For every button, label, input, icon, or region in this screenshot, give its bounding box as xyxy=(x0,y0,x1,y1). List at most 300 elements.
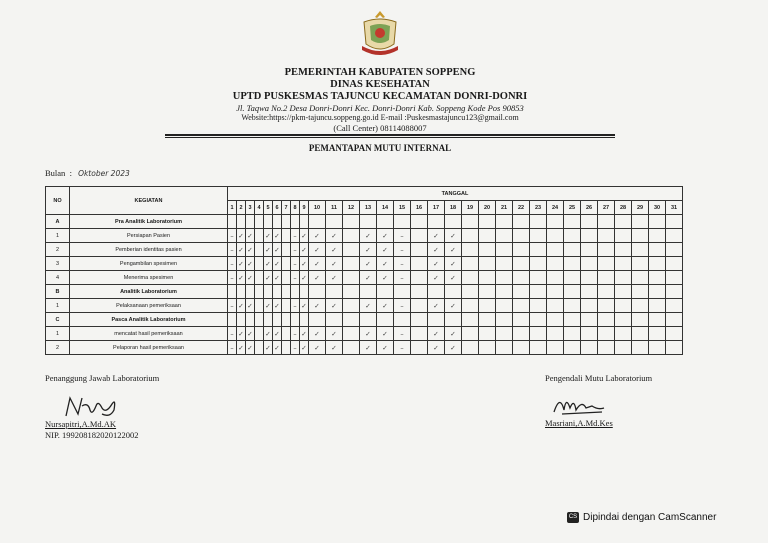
header-divider-thin xyxy=(165,137,615,138)
day-cell: ✓ xyxy=(309,243,326,257)
day-cell xyxy=(462,299,479,313)
day-cell xyxy=(326,313,343,327)
day-cell xyxy=(649,285,666,299)
day-cell xyxy=(255,215,264,229)
day-cell: ✓ xyxy=(445,257,462,271)
day-cell xyxy=(496,341,513,355)
day-cell xyxy=(581,313,598,327)
day-cell xyxy=(513,327,530,341)
month-field xyxy=(45,168,130,178)
day-cell: ✓ xyxy=(428,327,445,341)
day-cell xyxy=(282,327,291,341)
table-row xyxy=(46,327,683,341)
day-cell xyxy=(479,327,496,341)
day-cell xyxy=(479,271,496,285)
camscanner-watermark xyxy=(567,512,716,523)
day-cell xyxy=(513,229,530,243)
day-cell xyxy=(445,313,462,327)
section-row xyxy=(46,313,683,327)
day-header-4: 4 xyxy=(255,201,264,215)
day-cell: ✓ xyxy=(273,257,282,271)
table-row xyxy=(46,341,683,355)
day-cell xyxy=(666,257,683,271)
camscanner-text: Dipindai dengan CamScanner xyxy=(583,512,717,524)
day-cell: ✓ xyxy=(377,327,394,341)
day-cell: ✓ xyxy=(300,243,309,257)
day-cell xyxy=(564,341,581,355)
row-number: 4 xyxy=(46,271,70,285)
day-cell: ✓ xyxy=(273,271,282,285)
day-cell xyxy=(237,313,246,327)
day-cell: ✓ xyxy=(309,327,326,341)
day-cell: ✓ xyxy=(377,229,394,243)
day-cell xyxy=(255,327,264,341)
day-cell xyxy=(462,215,479,229)
day-cell xyxy=(615,271,632,285)
day-cell: ✓ xyxy=(246,271,255,285)
regency-emblem-logo xyxy=(356,8,404,60)
activity-label: mencatat hasil pemeriksaan xyxy=(70,327,228,341)
day-cell: ✓ xyxy=(326,243,343,257)
day-header-20: 20 xyxy=(479,201,496,215)
day-cell: ✓ xyxy=(237,257,246,271)
day-cell xyxy=(273,285,282,299)
day-cell xyxy=(343,215,360,229)
day-cell: – xyxy=(394,327,411,341)
day-cell xyxy=(411,341,428,355)
day-cell xyxy=(598,215,615,229)
day-cell xyxy=(309,285,326,299)
day-cell xyxy=(649,229,666,243)
day-cell xyxy=(273,215,282,229)
day-cell xyxy=(513,257,530,271)
day-cell xyxy=(282,299,291,313)
day-cell: ✓ xyxy=(428,341,445,355)
day-cell: – xyxy=(394,299,411,313)
day-cell xyxy=(273,313,282,327)
day-cell xyxy=(547,313,564,327)
day-cell xyxy=(462,229,479,243)
table-header-row xyxy=(46,187,683,201)
day-cell xyxy=(530,243,547,257)
day-header-19: 19 xyxy=(462,201,479,215)
day-cell: ✓ xyxy=(237,327,246,341)
day-cell: ✓ xyxy=(377,341,394,355)
day-cell xyxy=(632,327,649,341)
day-header-17: 17 xyxy=(428,201,445,215)
day-cell xyxy=(666,271,683,285)
day-cell xyxy=(615,257,632,271)
day-cell: ✓ xyxy=(428,299,445,313)
day-cell xyxy=(649,271,666,285)
day-cell xyxy=(547,229,564,243)
day-cell: – xyxy=(228,271,237,285)
month-separator: : xyxy=(69,168,72,178)
activity-label: Pemberian identitas pasien xyxy=(70,243,228,257)
day-cell: ✓ xyxy=(309,257,326,271)
section-row xyxy=(46,285,683,299)
right-signature-icon xyxy=(552,390,612,418)
day-cell xyxy=(411,257,428,271)
day-cell xyxy=(496,229,513,243)
day-header-16: 16 xyxy=(411,201,428,215)
day-cell: – xyxy=(228,257,237,271)
day-cell: ✓ xyxy=(264,327,273,341)
day-cell xyxy=(598,285,615,299)
day-cell: ✓ xyxy=(264,243,273,257)
day-cell xyxy=(255,341,264,355)
day-cell xyxy=(343,299,360,313)
day-cell xyxy=(530,313,547,327)
day-cell: ✓ xyxy=(326,257,343,271)
day-cell: – xyxy=(394,271,411,285)
day-cell xyxy=(479,299,496,313)
right-signer-name: Masriani,A.Md.Kes xyxy=(545,418,613,428)
day-cell xyxy=(411,243,428,257)
left-signer-name: Nursapitri,A.Md.AK xyxy=(45,419,117,429)
day-cell: ✓ xyxy=(445,327,462,341)
day-cell: ✓ xyxy=(309,229,326,243)
day-cell xyxy=(309,215,326,229)
header-address: Jl. Taqwa No.2 Desa Donri-Donri Kec. Donri-Donri Kab. Soppeng Kode Pos 90853 xyxy=(236,103,524,113)
section-label: Pra Analitik Laboratorium xyxy=(70,215,228,229)
day-cell xyxy=(255,271,264,285)
day-cell xyxy=(598,229,615,243)
day-cell: ✓ xyxy=(264,271,273,285)
day-header-15: 15 xyxy=(394,201,411,215)
day-cell xyxy=(530,215,547,229)
day-cell xyxy=(547,243,564,257)
header-website: Website:https://pkm-tajuncu.soppeng.go.id E-mail :Puskesmastajuncu123@gmail.com xyxy=(241,113,519,122)
day-cell: ✓ xyxy=(326,299,343,313)
day-cell: ✓ xyxy=(237,229,246,243)
day-cell xyxy=(564,299,581,313)
day-cell: ✓ xyxy=(326,229,343,243)
day-cell xyxy=(530,285,547,299)
day-cell xyxy=(343,257,360,271)
table-row xyxy=(46,229,683,243)
month-label: Bulan xyxy=(45,168,66,178)
day-header-9: 9 xyxy=(300,201,309,215)
row-number: 3 xyxy=(46,257,70,271)
day-cell xyxy=(300,285,309,299)
day-cell xyxy=(649,327,666,341)
day-cell: ✓ xyxy=(326,271,343,285)
table-row xyxy=(46,271,683,285)
day-cell: ✓ xyxy=(300,257,309,271)
day-header-31: 31 xyxy=(666,201,683,215)
day-cell xyxy=(581,257,598,271)
left-signature-icon xyxy=(62,392,122,422)
day-cell xyxy=(462,285,479,299)
day-cell xyxy=(530,327,547,341)
day-cell xyxy=(598,257,615,271)
day-cell xyxy=(411,285,428,299)
day-cell xyxy=(581,243,598,257)
day-cell xyxy=(666,243,683,257)
day-cell xyxy=(343,229,360,243)
day-cell xyxy=(513,271,530,285)
table-row xyxy=(46,243,683,257)
day-cell xyxy=(255,299,264,313)
day-cell xyxy=(649,341,666,355)
day-cell: ✓ xyxy=(377,271,394,285)
day-cell xyxy=(237,215,246,229)
day-cell xyxy=(666,229,683,243)
day-cell xyxy=(598,243,615,257)
day-header-1: 1 xyxy=(228,201,237,215)
day-cell xyxy=(564,327,581,341)
day-cell: – xyxy=(228,299,237,313)
activity-label: Pelaksanaan pemeriksaan xyxy=(70,299,228,313)
day-cell xyxy=(326,285,343,299)
header-callcenter: (Call Center) 08114088007 xyxy=(333,123,427,133)
day-cell xyxy=(411,229,428,243)
day-header-23: 23 xyxy=(530,201,547,215)
row-number: A xyxy=(46,215,70,229)
day-cell xyxy=(282,229,291,243)
day-cell xyxy=(496,285,513,299)
day-cell xyxy=(462,257,479,271)
day-cell xyxy=(564,257,581,271)
day-cell: ✓ xyxy=(360,341,377,355)
day-header-26: 26 xyxy=(581,201,598,215)
day-cell xyxy=(246,285,255,299)
right-signer-role: Pengendali Mutu Laboratorium xyxy=(545,373,653,383)
day-cell xyxy=(581,327,598,341)
day-cell xyxy=(615,229,632,243)
day-cell: – xyxy=(291,229,300,243)
day-cell xyxy=(666,299,683,313)
day-cell: ✓ xyxy=(445,341,462,355)
day-cell xyxy=(581,229,598,243)
day-header-28: 28 xyxy=(615,201,632,215)
day-cell xyxy=(237,285,246,299)
day-cell xyxy=(632,341,649,355)
day-cell xyxy=(632,243,649,257)
day-header-12: 12 xyxy=(343,201,360,215)
day-cell: ✓ xyxy=(360,271,377,285)
section-label: Analitik Laboratorium xyxy=(70,285,228,299)
day-header-21: 21 xyxy=(496,201,513,215)
day-cell: ✓ xyxy=(445,299,462,313)
day-cell xyxy=(462,327,479,341)
document-title: PEMANTAPAN MUTU INTERNAL xyxy=(308,143,452,153)
day-cell: ✓ xyxy=(360,229,377,243)
day-cell xyxy=(513,285,530,299)
day-cell xyxy=(343,327,360,341)
day-cell xyxy=(581,285,598,299)
day-cell: ✓ xyxy=(377,257,394,271)
day-cell xyxy=(462,313,479,327)
day-cell xyxy=(462,341,479,355)
day-cell xyxy=(615,285,632,299)
month-value: Oktober 2023 xyxy=(78,169,130,178)
day-cell xyxy=(564,271,581,285)
day-cell: ✓ xyxy=(237,299,246,313)
day-cell: ✓ xyxy=(300,271,309,285)
day-cell xyxy=(615,299,632,313)
left-signer-role: Penanggung Jawab Laboratorium xyxy=(45,373,160,383)
day-cell: ✓ xyxy=(326,341,343,355)
day-cell xyxy=(282,313,291,327)
day-header-25: 25 xyxy=(564,201,581,215)
day-cell: ✓ xyxy=(273,327,282,341)
day-cell xyxy=(255,243,264,257)
day-cell xyxy=(564,313,581,327)
day-cell: ✓ xyxy=(428,257,445,271)
day-cell: ✓ xyxy=(273,243,282,257)
day-cell xyxy=(530,257,547,271)
day-cell xyxy=(291,215,300,229)
left-signer-nip: NIP. 199208182020122002 xyxy=(45,430,139,440)
day-cell xyxy=(581,215,598,229)
day-cell: ✓ xyxy=(428,229,445,243)
day-cell xyxy=(343,271,360,285)
day-cell: ✓ xyxy=(360,299,377,313)
day-cell xyxy=(581,341,598,355)
day-cell: – xyxy=(394,229,411,243)
day-cell: ✓ xyxy=(273,229,282,243)
day-header-30: 30 xyxy=(649,201,666,215)
day-cell xyxy=(291,285,300,299)
activity-label: Pengambilan spesimen xyxy=(70,257,228,271)
day-cell xyxy=(479,243,496,257)
day-cell xyxy=(666,313,683,327)
day-cell xyxy=(547,327,564,341)
activity-label: Menerima spesimen xyxy=(70,271,228,285)
day-cell xyxy=(411,299,428,313)
day-cell xyxy=(547,285,564,299)
row-number: B xyxy=(46,285,70,299)
day-header-5: 5 xyxy=(264,201,273,215)
day-cell xyxy=(564,285,581,299)
day-cell xyxy=(598,327,615,341)
day-cell xyxy=(632,257,649,271)
day-cell xyxy=(300,313,309,327)
day-cell xyxy=(479,285,496,299)
day-cell xyxy=(394,313,411,327)
day-cell xyxy=(394,215,411,229)
day-cell xyxy=(530,341,547,355)
header-unit: UPTD PUSKESMAS TAJUNCU KECAMATAN DONRI-DONRI xyxy=(232,91,528,102)
col-no-header: NO xyxy=(46,187,70,215)
day-cell xyxy=(547,341,564,355)
day-cell xyxy=(581,299,598,313)
day-cell: ✓ xyxy=(300,229,309,243)
day-cell xyxy=(255,285,264,299)
day-cell xyxy=(411,271,428,285)
day-cell xyxy=(547,299,564,313)
day-cell xyxy=(255,229,264,243)
day-cell xyxy=(255,257,264,271)
day-cell: ✓ xyxy=(264,299,273,313)
day-cell xyxy=(513,313,530,327)
day-cell xyxy=(598,271,615,285)
day-cell xyxy=(428,285,445,299)
day-cell xyxy=(632,299,649,313)
day-cell xyxy=(343,313,360,327)
day-cell xyxy=(411,313,428,327)
day-cell: ✓ xyxy=(445,243,462,257)
day-header-7: 7 xyxy=(282,201,291,215)
day-cell xyxy=(479,229,496,243)
day-cell: ✓ xyxy=(360,257,377,271)
day-cell xyxy=(445,285,462,299)
day-cell: ✓ xyxy=(309,341,326,355)
day-cell xyxy=(615,327,632,341)
day-cell xyxy=(632,271,649,285)
day-cell xyxy=(632,215,649,229)
day-cell xyxy=(547,215,564,229)
day-cell xyxy=(496,215,513,229)
day-header-8: 8 xyxy=(291,201,300,215)
day-cell xyxy=(228,215,237,229)
day-cell xyxy=(649,215,666,229)
day-cell: – xyxy=(394,341,411,355)
day-cell: ✓ xyxy=(377,243,394,257)
day-header-6: 6 xyxy=(273,201,282,215)
day-cell: – xyxy=(291,341,300,355)
row-number: 1 xyxy=(46,229,70,243)
day-cell: ✓ xyxy=(300,327,309,341)
day-cell xyxy=(360,313,377,327)
day-cell xyxy=(564,243,581,257)
day-cell xyxy=(479,215,496,229)
day-cell xyxy=(282,215,291,229)
day-cell: ✓ xyxy=(237,271,246,285)
day-cell: – xyxy=(394,257,411,271)
day-cell: ✓ xyxy=(246,299,255,313)
day-cell xyxy=(291,313,300,327)
day-cell xyxy=(377,215,394,229)
row-number: C xyxy=(46,313,70,327)
day-cell xyxy=(394,285,411,299)
day-cell xyxy=(615,313,632,327)
day-cell xyxy=(598,313,615,327)
activity-label: Pelaporan hasil pemeriksaan xyxy=(70,341,228,355)
day-cell xyxy=(264,313,273,327)
day-cell xyxy=(530,299,547,313)
day-header-14: 14 xyxy=(377,201,394,215)
day-cell: ✓ xyxy=(309,299,326,313)
day-header-29: 29 xyxy=(632,201,649,215)
header-regency: PEMERINTAH KABUPATEN SOPPENG xyxy=(284,67,476,78)
day-cell xyxy=(649,299,666,313)
day-cell xyxy=(615,341,632,355)
day-cell: ✓ xyxy=(273,341,282,355)
day-header-11: 11 xyxy=(326,201,343,215)
day-cell: ✓ xyxy=(264,341,273,355)
day-cell xyxy=(496,299,513,313)
day-header-3: 3 xyxy=(246,201,255,215)
day-cell xyxy=(343,285,360,299)
day-cell: ✓ xyxy=(445,271,462,285)
day-cell: ✓ xyxy=(246,257,255,271)
day-cell xyxy=(479,313,496,327)
day-cell xyxy=(462,243,479,257)
day-cell xyxy=(632,229,649,243)
day-cell: ✓ xyxy=(264,257,273,271)
day-cell xyxy=(479,341,496,355)
day-cell xyxy=(564,215,581,229)
day-cell xyxy=(282,243,291,257)
day-cell xyxy=(530,229,547,243)
day-cell xyxy=(428,215,445,229)
day-cell xyxy=(282,257,291,271)
day-cell xyxy=(496,257,513,271)
day-cell xyxy=(282,341,291,355)
